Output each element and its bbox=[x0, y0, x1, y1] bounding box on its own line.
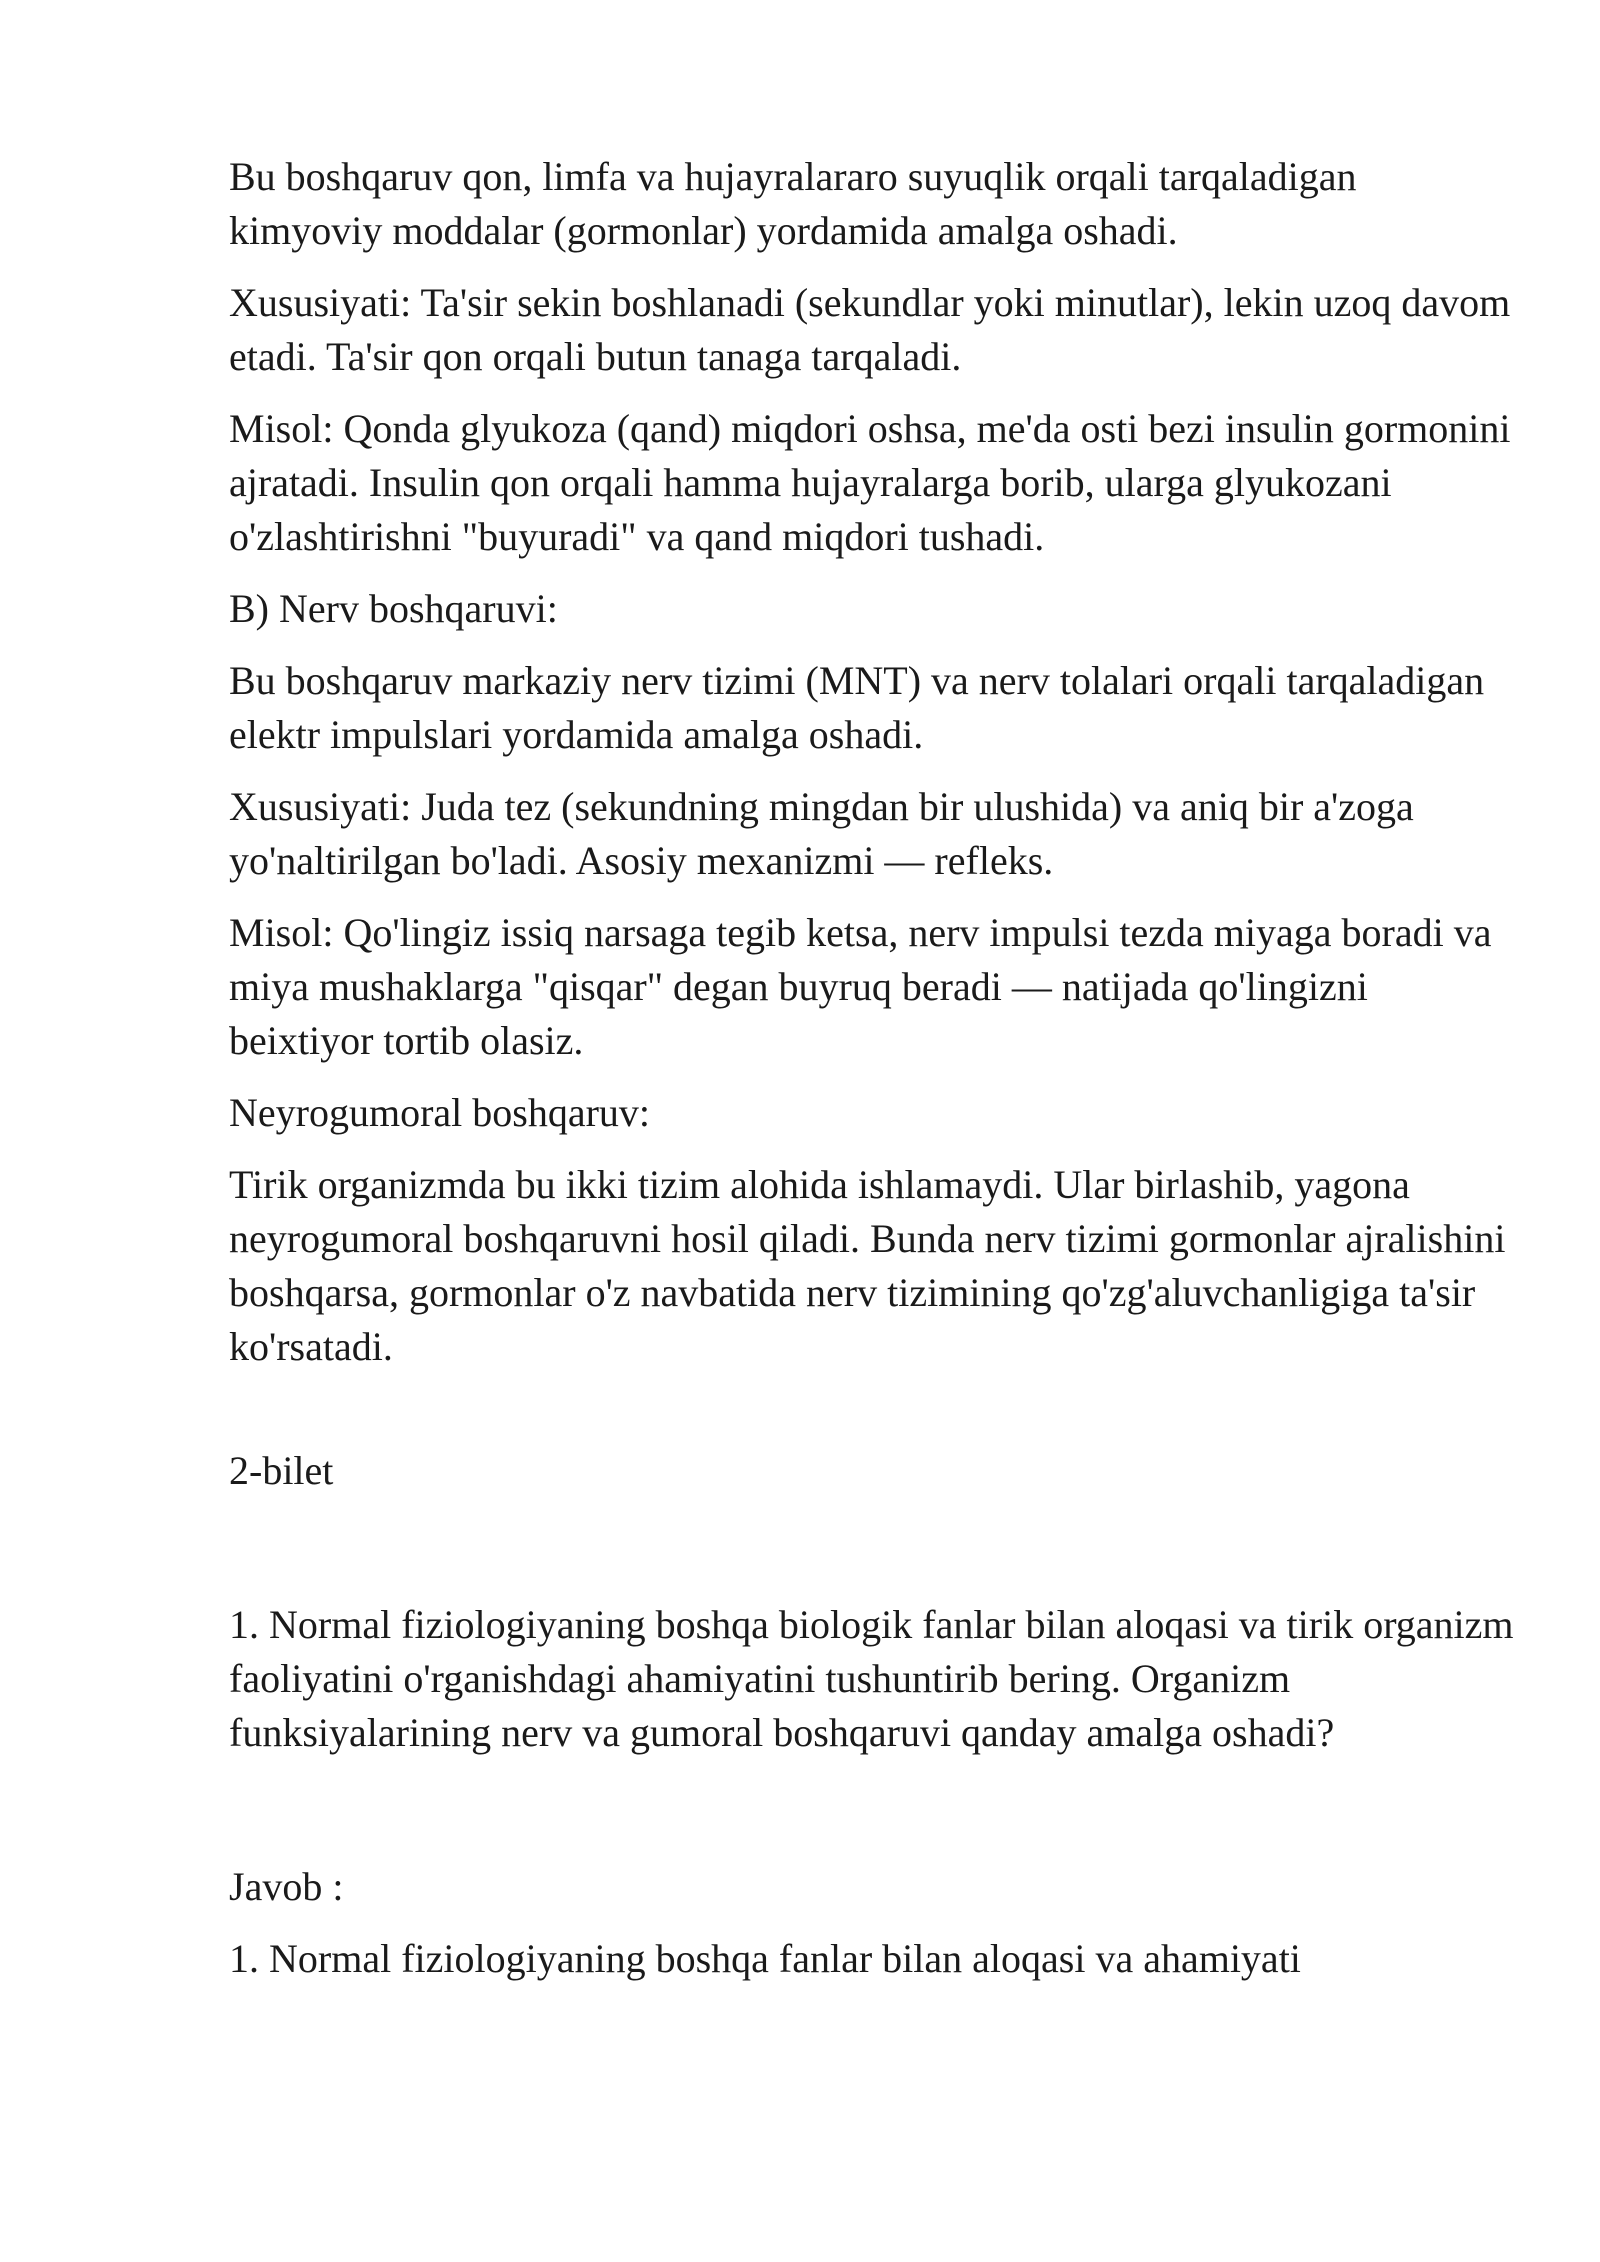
paragraph-nerve-feature: Xususiyati: Juda tez (sekundning mingdan bir ulushida) va aniq bir a'zoga yo'naltirilgan bo'ladi. Asosiy mexanizmi — refleks. bbox=[229, 784, 1414, 883]
document-page bbox=[229, 150, 1519, 2004]
paragraph-humoral-intro: Bu boshqaruv qon, limfa va hujayralararo suyuqlik orqali tarqaladigan kimyoviy moddalar (gormonlar) yordamida amalga oshadi. bbox=[229, 154, 1357, 253]
paragraph-neurohumoral: Tirik organizmda bu ikki tizim alohida ishlamaydi. Ular birlashib, yagona neyrogumoral boshqaruvni hosil qiladi. Bunda nerv tizimi gormonlar ajralishini boshqarsa, gormonlar o'z navbatida nerv tizimining qo'zg'aluvchanligiga ta'sir ko'rsatadi. bbox=[229, 1162, 1506, 1369]
paragraph-nerve-example: Misol: Qo'lingiz issiq narsaga tegib ketsa, nerv impulsi tezda miyaga boradi va miya mushaklarga "qisqar" degan buyruq beradi — natijada qo'lingizni beixtiyor tortib olasiz. bbox=[229, 910, 1492, 1063]
ticket-heading: 2-bilet bbox=[229, 1448, 334, 1493]
answer-label: Javob : bbox=[229, 1864, 344, 1909]
heading-nerve-control: B) Nerv boshqaruvi: bbox=[229, 586, 558, 631]
paragraph-humoral-feature: Xususiyati: Ta'sir sekin boshlanadi (sekundlar yoki minutlar), lekin uzoq davom etadi. Ta'sir qon orqali butun tanaga tarqaladi. bbox=[229, 280, 1511, 379]
paragraph-nerve-intro: Bu boshqaruv markaziy nerv tizimi (MNT) va nerv tolalari orqali tarqaladigan elektr impulslari yordamida amalga oshadi. bbox=[229, 658, 1485, 757]
heading-neurohumoral: Neyrogumoral boshqaruv: bbox=[229, 1090, 651, 1135]
question-text: 1. Normal fiziologiyaning boshqa biologik fanlar bilan aloqasi va tirik organizm faoliyatini o'rganishdagi ahamiyatini tushuntirib bering. Organizm funksiyalarining nerv va gumoral boshqaruvi qanday amalga oshadi? bbox=[229, 1602, 1514, 1755]
paragraph-humoral-example: Misol: Qonda glyukoza (qand) miqdori oshsa, me'da osti bezi insulin gormonini ajratadi. Insulin qon orqali hamma hujayralarga borib, ularga glyukozani o'zlashtirishni "buyuradi" va qand miqdori tushadi. bbox=[229, 406, 1511, 559]
answer-subheading: 1. Normal fiziologiyaning boshqa fanlar bilan aloqasi va ahamiyati bbox=[229, 1936, 1301, 1981]
